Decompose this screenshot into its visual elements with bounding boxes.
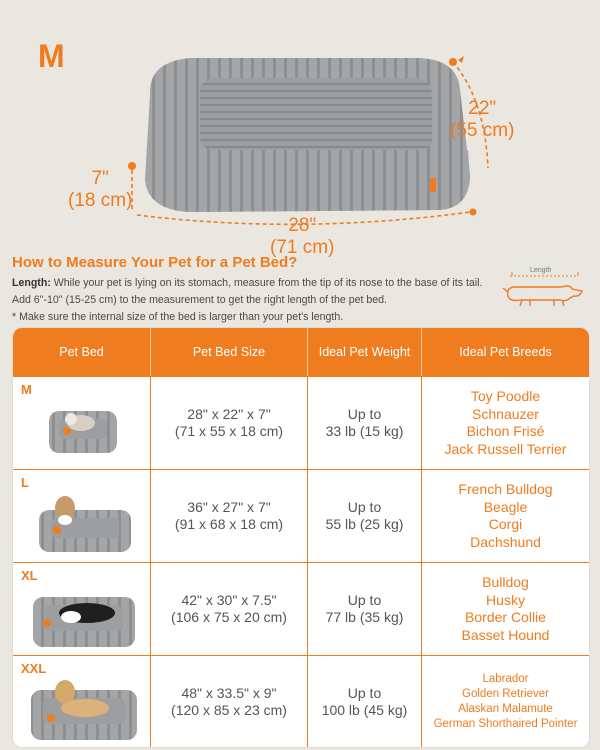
weight-cell <box>308 656 422 748</box>
breed-item: Border Collie <box>465 609 546 625</box>
dims-inches: 28" x 22" x 7" <box>187 406 271 422</box>
table-row-l <box>13 469 589 562</box>
size-table <box>12 327 590 748</box>
bed-with-dog-image <box>21 490 141 558</box>
breed-item: Schnauzer <box>472 405 539 422</box>
length-instructions: While your pet is lying on its stomach, measure from the tip of its nose to the base of its tail. Add 6"-10" (15-25 cm) to the measurement to get the right length of the pet bed. <box>12 277 483 306</box>
bed-cell <box>13 563 151 655</box>
dog-length-diagram <box>500 262 590 312</box>
breed-item: Husky <box>486 591 525 608</box>
diagram-length-label: Length <box>530 267 552 274</box>
bed-cell <box>13 656 151 748</box>
breeds-cell <box>422 656 589 748</box>
breeds-cell <box>422 377 589 469</box>
weight-cell <box>308 470 422 562</box>
table-row-xl <box>13 562 589 655</box>
bed-with-dog-image <box>21 397 141 465</box>
row-size-label: M <box>21 382 32 397</box>
howto-text <box>12 275 492 326</box>
dims-inches: 36" x 27" x 7" <box>187 499 271 515</box>
dims-cm: (120 x 85 x 23 cm) <box>171 702 287 718</box>
header-pet-weight: Ideal Pet Weight <box>308 328 422 376</box>
height-cm: (18 cm) <box>68 190 133 211</box>
table-header <box>13 328 589 376</box>
depth-dimension <box>450 98 514 142</box>
width-cm: (71 cm) <box>270 237 335 258</box>
dims-cm: (106 x 75 x 20 cm) <box>171 609 287 625</box>
header-pet-breeds: Ideal Pet Breeds <box>459 345 552 359</box>
dims-inches: 42" x 30" x 7.5" <box>181 592 277 608</box>
breed-item: Bichon Frisé <box>466 423 545 439</box>
dachshund-icon <box>500 262 590 312</box>
bed-with-dog-image <box>21 676 141 744</box>
bed-cell <box>13 470 151 562</box>
breeds-cell <box>422 470 589 562</box>
size-note: * Make sure the internal size of the bed is larger than your pet's length. <box>12 311 344 323</box>
row-size-label: L <box>21 475 29 490</box>
size-cell <box>151 563 308 655</box>
table-row-m <box>13 376 589 469</box>
weight-line-1: Up to <box>347 685 382 701</box>
bed-with-dog-image <box>21 583 141 651</box>
hero-section <box>0 0 600 258</box>
howto-title: How to Measure Your Pet for a Pet Bed? <box>12 254 298 271</box>
weight-line-2: 100 lb (45 kg) <box>321 702 408 718</box>
height-inches: 7" <box>91 168 109 189</box>
header-pet-bed: Pet Bed <box>13 328 151 376</box>
length-label: Length: <box>12 277 51 289</box>
breed-item: German Shorthaired Pointer <box>433 718 578 730</box>
row-size-label: XL <box>21 568 38 583</box>
dims-cm: (71 x 55 x 18 cm) <box>174 423 284 439</box>
width-inches: 28" <box>288 215 317 236</box>
breed-item: Labrador <box>482 673 529 685</box>
weight-line-2: 77 lb (35 kg) <box>325 609 404 625</box>
depth-inches: 22" <box>468 98 497 119</box>
bed-cell <box>13 377 151 469</box>
weight-line-1: Up to <box>347 592 382 608</box>
weight-cell <box>308 563 422 655</box>
size-cell <box>151 470 308 562</box>
breed-item: Golden Retriever <box>462 688 549 700</box>
dims-inches: 48" x 33.5" x 9" <box>181 685 277 701</box>
weight-line-1: Up to <box>347 406 382 422</box>
breed-item: Beagle <box>483 498 528 515</box>
depth-cm: (55 cm) <box>450 120 515 141</box>
breed-item: Jack Russell Terrier <box>444 440 567 457</box>
weight-cell <box>308 377 422 469</box>
weight-line-1: Up to <box>347 499 382 515</box>
weight-line-2: 55 lb (25 kg) <box>325 516 404 532</box>
table-row-xxl <box>13 655 589 748</box>
weight-line-2: 33 lb (15 kg) <box>325 423 404 439</box>
breed-item: Corgi <box>488 516 523 532</box>
dims-cm: (91 x 68 x 18 cm) <box>174 516 284 532</box>
size-cell <box>151 377 308 469</box>
size-cell <box>151 656 308 748</box>
breeds-cell <box>422 563 589 655</box>
header-bed-size: Pet Bed Size <box>151 328 308 376</box>
breed-item: Bulldog <box>482 574 529 590</box>
breed-item: Basset Hound <box>461 626 550 643</box>
height-dimension <box>68 168 132 212</box>
breed-item: French Bulldog <box>458 481 553 497</box>
breed-item: Alaskan Malamute <box>458 703 553 715</box>
width-dimension <box>270 215 334 259</box>
breed-item: Toy Poodle <box>470 388 541 404</box>
breed-item: Dachshund <box>470 533 541 550</box>
row-size-label: XXL <box>21 661 47 676</box>
hero-size-letter: M <box>38 38 65 74</box>
